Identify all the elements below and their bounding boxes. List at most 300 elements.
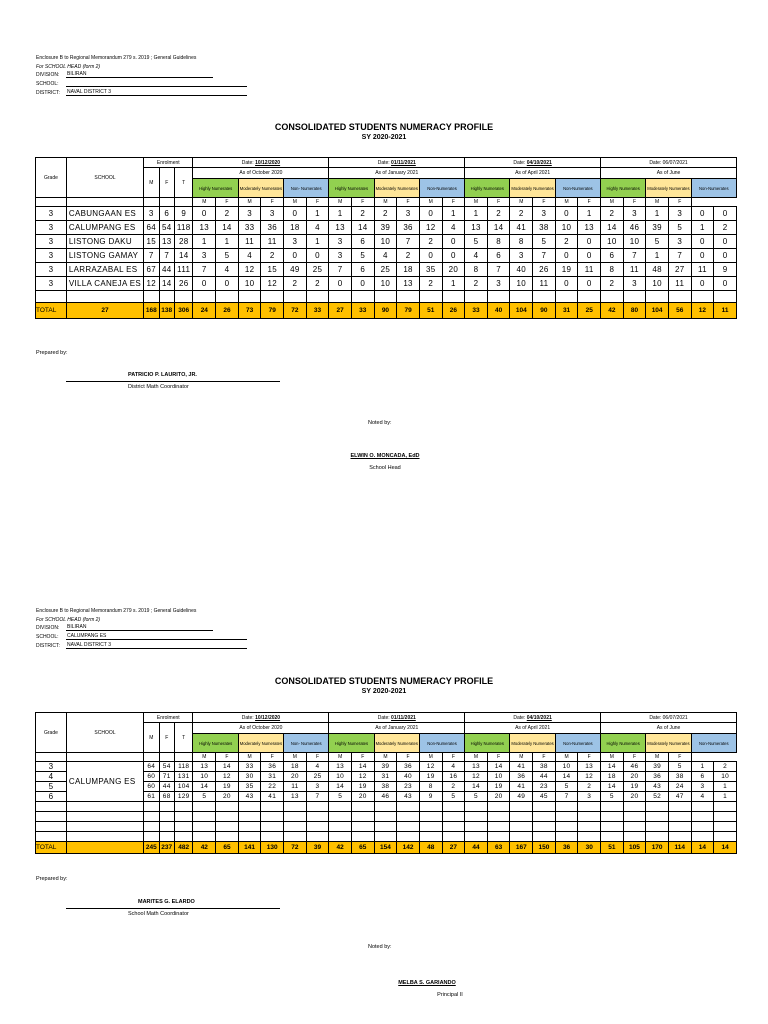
table-row: [36, 291, 737, 303]
mf-m: M: [646, 753, 669, 762]
value-cell: 4: [216, 263, 239, 277]
school-cell: CALUMPANG ES: [66, 762, 143, 802]
total-value-cell: 237: [159, 842, 174, 854]
value-cell: 39: [646, 221, 669, 235]
district-key: DISTRICT:: [36, 89, 60, 96]
total-value-cell: 306: [174, 303, 193, 319]
value-cell: 43: [646, 782, 669, 792]
total-value-cell: 11: [714, 303, 737, 319]
division-value: BILIRAN: [66, 624, 213, 631]
school-header: SCHOOL: [66, 713, 143, 753]
value-cell: 64: [144, 221, 159, 235]
total-value-cell: 65: [216, 842, 239, 854]
cat-non: Non-Numerates: [691, 734, 736, 753]
value-cell: 49: [510, 792, 533, 802]
school-header: SCHOOL: [66, 158, 143, 198]
total-value-cell: 12: [691, 303, 714, 319]
cat-moderately: Moderately Numerates: [374, 734, 419, 753]
value-cell: 10: [601, 235, 624, 249]
value-cell: 52: [646, 792, 669, 802]
value-cell: 3: [329, 249, 352, 263]
value-cell: 8: [465, 263, 488, 277]
mf-m: M: [329, 198, 352, 207]
total-value-cell: 24: [193, 303, 216, 319]
cat-highly: Highly Numerates: [465, 179, 510, 198]
value-cell: 46: [374, 792, 397, 802]
value-cell: 44: [159, 782, 174, 792]
date-header-1: Date: 10/12/2020: [193, 713, 329, 723]
total-value-cell: 105: [623, 842, 646, 854]
total-value-cell: 167: [510, 842, 533, 854]
cat-highly: Highly Numerates: [329, 734, 374, 753]
value-cell: 0: [329, 277, 352, 291]
value-cell: 12: [578, 772, 601, 782]
total-label: TOTAL: [36, 842, 67, 854]
value-cell: 12: [419, 221, 442, 235]
value-cell: 13: [329, 221, 352, 235]
value-cell: 15: [261, 263, 284, 277]
table-row: [36, 235, 737, 249]
value-cell: 6: [351, 235, 374, 249]
value-cell: 14: [601, 762, 624, 772]
value-cell: 7: [193, 263, 216, 277]
value-cell: 60: [144, 782, 159, 792]
value-cell: 2: [555, 235, 578, 249]
value-cell: 20: [487, 792, 510, 802]
cat-moderately: Moderately Numerates: [646, 734, 691, 753]
total-value-cell: 48: [419, 842, 442, 854]
mf-m: M: [510, 753, 533, 762]
total-value-cell: 90: [374, 303, 397, 319]
value-cell: 36: [397, 221, 420, 235]
total-value-cell: 44: [465, 842, 488, 854]
cat-moderately: Moderately Numerates: [238, 734, 283, 753]
total-value-cell: 39: [306, 842, 329, 854]
mf-m: M: [238, 753, 261, 762]
value-cell: 0: [691, 207, 714, 221]
value-cell: 19: [351, 782, 374, 792]
total-value-cell: 104: [646, 303, 669, 319]
total-value-cell: 141: [238, 842, 261, 854]
value-cell: 1: [216, 235, 239, 249]
value-cell: 19: [623, 782, 646, 792]
total-value-cell: 42: [601, 303, 624, 319]
district-value: NAVAL DISTRICT 3: [66, 89, 247, 96]
value-cell: 13: [578, 221, 601, 235]
value-cell: 129: [174, 792, 193, 802]
value-cell: 40: [510, 263, 533, 277]
mf-f: F: [442, 753, 465, 762]
total-value-cell: 27: [329, 303, 352, 319]
value-cell: 8: [419, 782, 442, 792]
value-cell: 60: [144, 772, 159, 782]
value-cell: 5: [646, 235, 669, 249]
total-value-cell: 482: [174, 842, 193, 854]
cat-non: Non- Numerates: [284, 734, 329, 753]
total-value-cell: 245: [144, 842, 159, 854]
grade-cell: 3: [36, 263, 67, 277]
value-cell: 3: [329, 235, 352, 249]
value-cell: 10: [510, 277, 533, 291]
value-cell: 41: [510, 762, 533, 772]
value-cell: 36: [646, 772, 669, 782]
value-cell: 43: [238, 792, 261, 802]
value-cell: 2: [510, 207, 533, 221]
mf-f: F: [351, 753, 374, 762]
table-row: [36, 832, 737, 842]
value-cell: 0: [442, 249, 465, 263]
value-cell: 26: [174, 277, 193, 291]
enclosure-text: Enclosure B to Regional Memorandum 279 s. 2019 ; General Guidelines: [36, 607, 197, 614]
table-row: [36, 207, 737, 221]
value-cell: 6: [487, 249, 510, 263]
total-value-cell: 79: [261, 303, 284, 319]
value-cell: 0: [306, 249, 329, 263]
value-cell: 20: [442, 263, 465, 277]
as-of-2: As of January 2021: [329, 168, 465, 179]
mf-f: F: [397, 198, 420, 207]
value-cell: 7: [306, 792, 329, 802]
school-cell: CABUNGAAN ES: [66, 207, 143, 221]
value-cell: 14: [351, 221, 374, 235]
value-cell: 0: [578, 277, 601, 291]
value-cell: 0: [216, 277, 239, 291]
mf-m: M: [555, 753, 578, 762]
grade-cell: 3: [36, 221, 67, 235]
mf-m: M: [601, 198, 624, 207]
total-value-cell: 72: [284, 303, 307, 319]
value-cell: 10: [329, 772, 352, 782]
value-cell: 19: [216, 782, 239, 792]
prepared-by-label: Prepared by:: [36, 876, 68, 882]
date-header-3: Date: 04/10/2021: [465, 158, 601, 168]
value-cell: 8: [601, 263, 624, 277]
value-cell: 10: [374, 277, 397, 291]
value-cell: 13: [284, 792, 307, 802]
value-cell: 9: [419, 792, 442, 802]
cat-moderately: Moderately Numerates: [510, 179, 555, 198]
value-cell: 4: [691, 792, 714, 802]
total-value-cell: 51: [419, 303, 442, 319]
district-key: DISTRICT:: [36, 642, 60, 649]
mf-f: F: [533, 753, 556, 762]
value-cell: 54: [159, 221, 174, 235]
value-cell: 15: [144, 235, 159, 249]
preparer-role: School Math Coordinator: [128, 911, 189, 917]
value-cell: 26: [533, 263, 556, 277]
value-cell: 20: [284, 772, 307, 782]
cat-non: Non-Numerates: [419, 179, 464, 198]
value-cell: 0: [442, 235, 465, 249]
mf-m: M: [374, 753, 397, 762]
value-cell: 0: [284, 249, 307, 263]
value-cell: 3: [238, 207, 261, 221]
value-cell: 9: [714, 263, 737, 277]
value-cell: 2: [465, 277, 488, 291]
value-cell: 12: [419, 762, 442, 772]
value-cell: 3: [623, 207, 646, 221]
value-cell: 1: [691, 221, 714, 235]
doc-title: CONSOLIDATED STUDENTS NUMERACY PROFILE: [274, 676, 494, 686]
value-cell: 10: [555, 762, 578, 772]
mf-m: M: [284, 198, 307, 207]
value-cell: 36: [397, 762, 420, 772]
value-cell: 3: [306, 782, 329, 792]
value-cell: 3: [668, 235, 691, 249]
value-cell: 4: [306, 762, 329, 772]
value-cell: 1: [193, 235, 216, 249]
value-cell: 4: [306, 221, 329, 235]
mf-m: M: [374, 198, 397, 207]
value-cell: 64: [144, 762, 159, 772]
total-value-cell: 73: [238, 303, 261, 319]
total-value-cell: 36: [555, 842, 578, 854]
school-cell: CALUMPANG ES: [66, 221, 143, 235]
value-cell: 3: [578, 792, 601, 802]
value-cell: 7: [144, 249, 159, 263]
value-cell: 6: [351, 263, 374, 277]
value-cell: 24: [668, 782, 691, 792]
value-cell: 0: [714, 235, 737, 249]
value-cell: 11: [623, 263, 646, 277]
value-cell: 25: [306, 263, 329, 277]
value-cell: 11: [284, 782, 307, 792]
noter-name: ELWIN O. MONCADA, EdD: [350, 453, 420, 459]
mf-m: M: [601, 753, 624, 762]
value-cell: 18: [284, 221, 307, 235]
value-cell: 0: [284, 207, 307, 221]
date-header-2: Date: 01/11/2021: [329, 158, 465, 168]
value-cell: 11: [261, 235, 284, 249]
total-value-cell: 150: [533, 842, 556, 854]
school-cell: LARRAZABAL ES: [66, 263, 143, 277]
cat-moderately: Moderately Numerates: [374, 179, 419, 198]
value-cell: 14: [216, 762, 239, 772]
value-cell: 5: [601, 792, 624, 802]
mf-f: F: [668, 198, 691, 207]
value-cell: 10: [555, 221, 578, 235]
value-cell: 4: [238, 249, 261, 263]
enrol-f: F: [159, 723, 174, 753]
value-cell: 0: [351, 277, 374, 291]
value-cell: 0: [555, 207, 578, 221]
value-cell: 14: [601, 221, 624, 235]
form-label: For SCHOOL HEAD (form 2): [36, 616, 101, 623]
value-cell: 54: [159, 762, 174, 772]
mf-f: F: [533, 198, 556, 207]
table-row: [36, 221, 737, 235]
grade-cell: 3: [36, 249, 67, 263]
value-cell: 0: [193, 277, 216, 291]
value-cell: 5: [668, 221, 691, 235]
total-value-cell: 26: [442, 303, 465, 319]
value-cell: 49: [284, 263, 307, 277]
school-value: CALUMPANG ES: [66, 633, 247, 640]
value-cell: 3: [510, 249, 533, 263]
value-cell: 38: [374, 782, 397, 792]
value-cell: 31: [261, 772, 284, 782]
value-cell: 2: [601, 207, 624, 221]
value-cell: 13: [397, 277, 420, 291]
value-cell: 11: [238, 235, 261, 249]
value-cell: 3: [668, 207, 691, 221]
value-cell: 12: [144, 277, 159, 291]
value-cell: 6: [691, 772, 714, 782]
value-cell: 0: [419, 249, 442, 263]
value-cell: 5: [329, 792, 352, 802]
division-key: DIVISION:: [36, 625, 60, 632]
enrol-f: F: [159, 168, 174, 198]
mf-m: M: [465, 753, 488, 762]
total-value-cell: 104: [510, 303, 533, 319]
value-cell: 20: [351, 792, 374, 802]
value-cell: 61: [144, 792, 159, 802]
value-cell: 0: [555, 249, 578, 263]
value-cell: 2: [374, 207, 397, 221]
total-value-cell: 33: [465, 303, 488, 319]
grade-cell: 4: [36, 772, 67, 782]
grade-header: Grade: [36, 713, 67, 753]
date-header-1: Date: 10/12/2020: [193, 158, 329, 168]
total-value-cell: 30: [578, 842, 601, 854]
value-cell: 13: [159, 235, 174, 249]
value-cell: 104: [174, 782, 193, 792]
value-cell: 6: [159, 207, 174, 221]
value-cell: 3: [284, 235, 307, 249]
value-cell: 36: [261, 762, 284, 772]
enclosure-text: Enclosure B to Regional Memorandum 279 s. 2019 ; General Guidelines: [36, 54, 197, 61]
mf-m: M: [419, 753, 442, 762]
value-cell: 67: [144, 263, 159, 277]
value-cell: 5: [465, 235, 488, 249]
total-count: 27: [66, 303, 143, 319]
value-cell: 11: [578, 263, 601, 277]
header-block-1: [36, 52, 247, 96]
school-year: SY 2020-2021: [361, 134, 407, 141]
value-cell: 14: [487, 221, 510, 235]
value-cell: 20: [623, 772, 646, 782]
value-cell: 5: [465, 792, 488, 802]
cat-non: Non-Numerates: [555, 734, 600, 753]
total-value-cell: 114: [668, 842, 691, 854]
value-cell: 33: [238, 762, 261, 772]
value-cell: 13: [465, 221, 488, 235]
value-cell: 11: [668, 277, 691, 291]
value-cell: 25: [374, 263, 397, 277]
mf-m: M: [419, 198, 442, 207]
value-cell: 16: [442, 772, 465, 782]
value-cell: 10: [714, 772, 737, 782]
value-cell: 2: [216, 207, 239, 221]
value-cell: 23: [533, 782, 556, 792]
total-value-cell: 51: [601, 842, 624, 854]
grade-cell: 6: [36, 792, 67, 802]
total-value-cell: 63: [487, 842, 510, 854]
value-cell: 9: [174, 207, 193, 221]
total-value-cell: 31: [555, 303, 578, 319]
enrolment-header: Enrolment: [144, 713, 193, 723]
cat-non: Non-Numerates: [691, 179, 736, 198]
mf-f: F: [261, 198, 284, 207]
noted-by-label: Noted by:: [368, 944, 392, 950]
cat-non: Non-Numerates: [555, 179, 600, 198]
value-cell: 7: [329, 263, 352, 277]
value-cell: 118: [174, 221, 193, 235]
total-value-cell: 138: [159, 303, 174, 319]
value-cell: 47: [668, 792, 691, 802]
total-value-cell: 25: [578, 303, 601, 319]
value-cell: 19: [487, 782, 510, 792]
value-cell: 3: [623, 277, 646, 291]
table-row: [36, 277, 737, 291]
value-cell: 7: [397, 235, 420, 249]
value-cell: 0: [714, 249, 737, 263]
value-cell: 3: [193, 249, 216, 263]
value-cell: 39: [374, 221, 397, 235]
district-value: NAVAL DISTRICT 3: [66, 642, 247, 649]
total-value-cell: 80: [623, 303, 646, 319]
value-cell: 46: [623, 221, 646, 235]
total-value-cell: 14: [691, 842, 714, 854]
signature-line: [66, 908, 280, 909]
total-value-cell: 90: [533, 303, 556, 319]
total-value-cell: 142: [397, 842, 420, 854]
value-cell: 41: [510, 221, 533, 235]
value-cell: 35: [238, 782, 261, 792]
value-cell: 38: [533, 762, 556, 772]
value-cell: 14: [216, 221, 239, 235]
school-cell: LISTONG DAKU: [66, 235, 143, 249]
grade-cell: 3: [36, 235, 67, 249]
school-cell: LISTONG GAMAY: [66, 249, 143, 263]
value-cell: 2: [487, 207, 510, 221]
value-cell: 12: [351, 772, 374, 782]
value-cell: 2: [442, 782, 465, 792]
value-cell: 12: [216, 772, 239, 782]
as-of-3: As of April 2021: [465, 168, 601, 179]
mf-m: M: [193, 198, 216, 207]
value-cell: 36: [261, 221, 284, 235]
value-cell: 2: [714, 221, 737, 235]
value-cell: 5: [351, 249, 374, 263]
value-cell: 27: [668, 263, 691, 277]
cat-highly: Highly Numerates: [329, 179, 374, 198]
noter-role: Principal II: [437, 992, 463, 998]
value-cell: 0: [714, 277, 737, 291]
value-cell: 10: [623, 235, 646, 249]
enrol-m: M: [144, 168, 159, 198]
mf-f: F: [397, 753, 420, 762]
value-cell: 118: [174, 762, 193, 772]
value-cell: 41: [510, 782, 533, 792]
preparer-name: MARITES G. ELARDO: [138, 899, 195, 905]
value-cell: 10: [193, 772, 216, 782]
value-cell: 1: [465, 207, 488, 221]
mf-f: F: [216, 198, 239, 207]
mf-row: [36, 753, 737, 762]
as-of-1: As of October 2020: [193, 723, 329, 734]
numeracy-table-1: [35, 157, 737, 319]
value-cell: 68: [159, 792, 174, 802]
value-cell: 1: [329, 207, 352, 221]
mf-m: M: [510, 198, 533, 207]
value-cell: 2: [284, 277, 307, 291]
value-cell: 14: [329, 782, 352, 792]
noter-role: School Head: [369, 465, 401, 471]
value-cell: 39: [374, 762, 397, 772]
table-row: [36, 802, 737, 812]
division-value: BILIRAN: [66, 71, 213, 78]
